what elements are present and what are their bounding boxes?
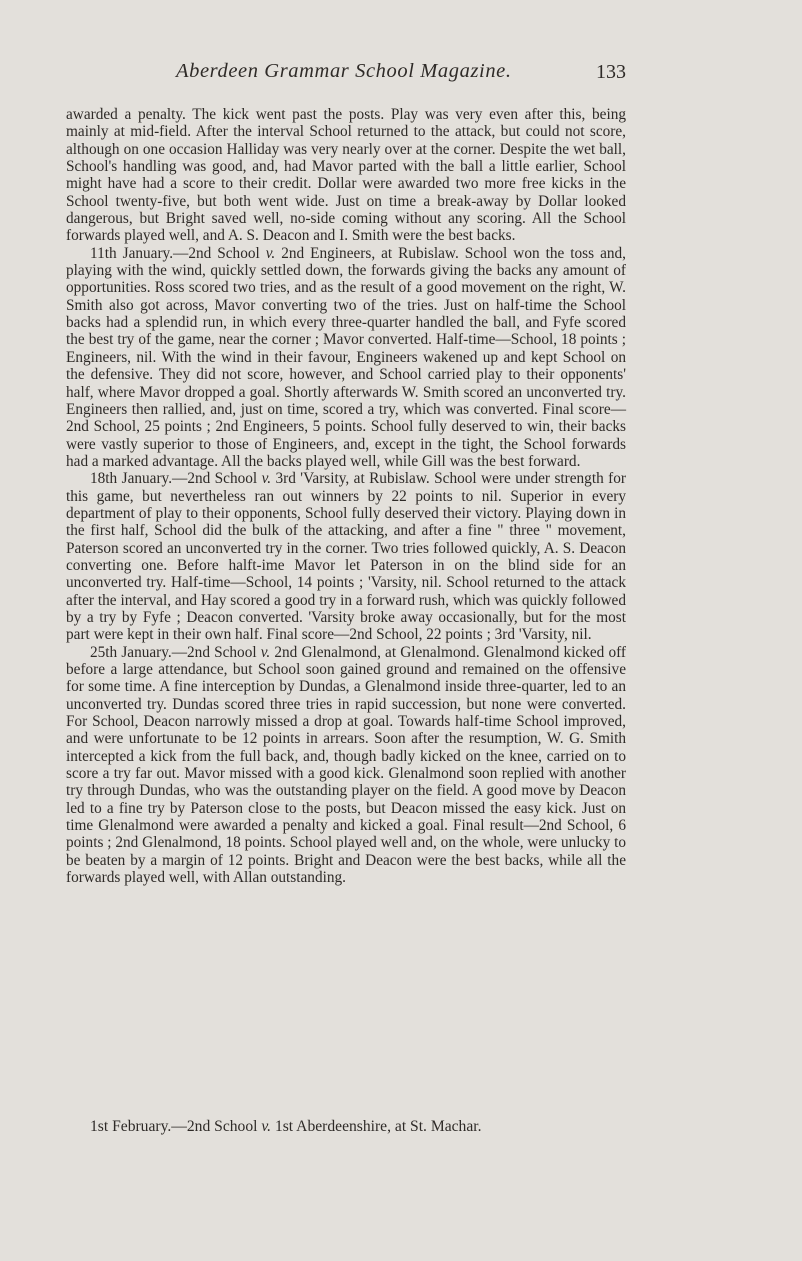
- paragraph-text: 1st Aberdeenshire, at St. Machar.: [271, 1118, 482, 1135]
- paragraph-11th-january: [66, 245, 626, 470]
- match-date-lead: 1st February.—2nd School: [90, 1118, 262, 1135]
- versus-abbrev: v.: [265, 244, 276, 262]
- paragraph-text: 3rd 'Varsity, at Rubislaw. School were under strength for this game, but nevertheless ran out winners by 22 points to nil. Superior in every department of play to their opponents, School fully deserved their victory. Playing down in the first half, School did the bulk of the attacking, and after a fine " three " movement, Paterson scored an unconverted try in the corner. Two tries followed quickly, A. S. Deacon converting one. Before halft-ime Mavor let Paterson in on the blind side for an unconverted try. Half-time—School, 14 points ; 'Varsity, nil. School returned to the attack after the interval, and Hay scored a good try in a forward rush, which was quickly followed by a try by Fyfe ; Deacon converted. 'Varsity broke away occasionally, but for the most part were kept in their own half. Final score—2nd School, 22 points ; 3rd 'Varsity, nil.: [66, 470, 626, 644]
- paragraph-18th-january: [66, 470, 626, 643]
- match-date-lead: 11th January.—2nd School: [90, 244, 266, 262]
- page-header: [0, 60, 802, 90]
- paragraph-text: 2nd Glenalmond, at Glenalmond. Glenalmond kicked off before a large attendance, but School soon gained ground and remained on the offensive for some time. A fine interception by Dundas, a Glenalmond inside three-quarter, led to an unconverted try. Dundas scored three tries in rapid succession, but none were converted. For School, Deacon narrowly missed a drop at goal. Towards half-time School improved, and were unfortunate to be 12 points in arrears. Soon after the resumption, W. G. Smith intercepted a kick from the full back, and, though badly kicked on the knee, carried on to score a try far out. Mavor missed with a good kick. Glenalmond soon replied with another try through Dundas, who was the outstanding player on the field. A good move by Deacon led to a fine try by Paterson close to the posts, but Deacon missed the easy kick. Just on time Glenalmond were awarded a penalty and kicked a goal. Final result—2nd School, 6 points ; 2nd Glenalmond, 18 points. School played well and, on the whole, were unlucky to be beaten by a margin of 12 points. Bright and Deacon were the best backs, while all the forwards played well, with Allan outstanding.: [66, 643, 627, 887]
- paragraph-text: awarded a penalty. The kick went past the posts. Play was very even after this, being mainly at mid-field. After the interval School returned to the attack, but could not score, although on one occasion Halliday was very nearly over at the corner. Despite the wet ball, School's handling was good, and, had Mavor parted with the ball a little earlier, School might have had a score to their credit. Dollar were awarded two more free kicks in the School twenty-five, but both went wide. Just on time a break-away by Dollar looked dangerous, but Bright saved well, no-side coming without any scoring. All the School forwards played well, and A. S. Deacon and I. Smith were the best backs.: [66, 106, 626, 245]
- running-title: Aberdeen Grammar School Magazine.: [176, 60, 512, 82]
- versus-abbrev: v.: [261, 1118, 272, 1135]
- versus-abbrev: v.: [260, 643, 271, 661]
- paragraph-text: 2nd Engineers, at Rubislaw. School won the toss and, playing with the wind, quickly settled down, the forwards giving the backs any amount of opportunities. Ross scored two tries, and as the result of a good movement on the right, W. Smith also got across, Mavor converting two of the tries. Just on half-time the School backs had a splendid run, in which every three-quarter handled the ball, and Fyfe scored the best try of the game, near the corner ; Mavor converted. Half-time—School, 18 points ; Engineers, nil. With the wind in their favour, Engineers wakened up and kept School on the defensive. They did not score, however, and School carried play to their opponents' half, where Mavor dropped a goal. Shortly afterwards W. Smith scored an unconverted try. Engineers then rallied, and, just on time, scored a try, which was converted. Final score—2nd School, 25 points ; 2nd Engineers, 5 points. School fully deserved to win, their backs were vastly superior to those of Engineers, and, except in the tight, the School forwards had a marked advantage. All the backs played well, while Gill was the best forward.: [66, 244, 626, 470]
- article-body: [66, 106, 626, 886]
- paragraph-25th-january: [66, 644, 626, 887]
- page-number: 133: [596, 61, 626, 83]
- match-date-lead: 18th January.—2nd School: [90, 470, 262, 488]
- match-date-lead: 25th January.—2nd School: [90, 643, 261, 661]
- versus-abbrev: v.: [261, 470, 272, 488]
- paragraph-dollar-match: [66, 106, 626, 245]
- paragraph-1st-february: [90, 1118, 482, 1136]
